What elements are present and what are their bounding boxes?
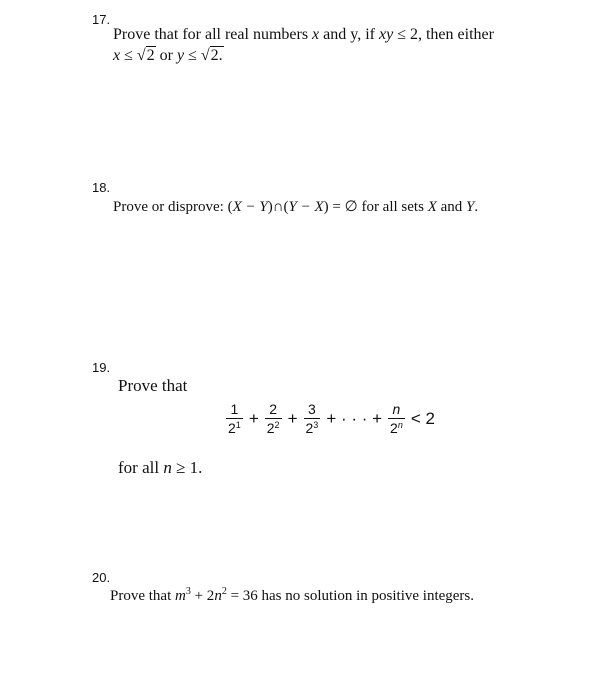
problem-statement: Prove or disprove: (X − Y)∩(Y − X) = ∅ for all sets X and Y.: [113, 199, 479, 215]
problem-number: 18.: [92, 180, 111, 195]
fraction-term: $\frac{2}{2^2}$: [266, 401, 280, 436]
problem-statement: Prove that $m^3 + 2n^2 = 36$ has no solution in positive integers.: [110, 586, 475, 604]
problem-number: 19.: [92, 360, 111, 375]
problem-outro: for all n ≥ 1.: [118, 458, 203, 477]
problem-statement-continued: x ≤ √2 or y ≤ √2.: [113, 47, 223, 64]
fraction-term: $\frac{3}{2^3}$: [305, 401, 319, 436]
display-formula: $\frac{1}{2^1}$ + $\frac{2}{2^2}$ + $\frac{3}{2^3}$ + · · · + $\frac{n}{2^n}$ < 2: [228, 401, 435, 436]
ellipsis: + · · · +: [326, 408, 383, 428]
fraction-term: $\frac{n}{2^n}$: [390, 401, 403, 436]
fraction-term: $\frac{1}{2^1}$: [228, 401, 241, 436]
inequality: < 2: [410, 408, 435, 428]
problem-statement: Prove that for all real numbers x and y, if xy ≤ 2, then either: [113, 26, 494, 43]
problem-intro: Prove that: [118, 376, 188, 395]
problem-number: 17.: [92, 12, 111, 27]
problem-number: 20.: [92, 570, 111, 585]
